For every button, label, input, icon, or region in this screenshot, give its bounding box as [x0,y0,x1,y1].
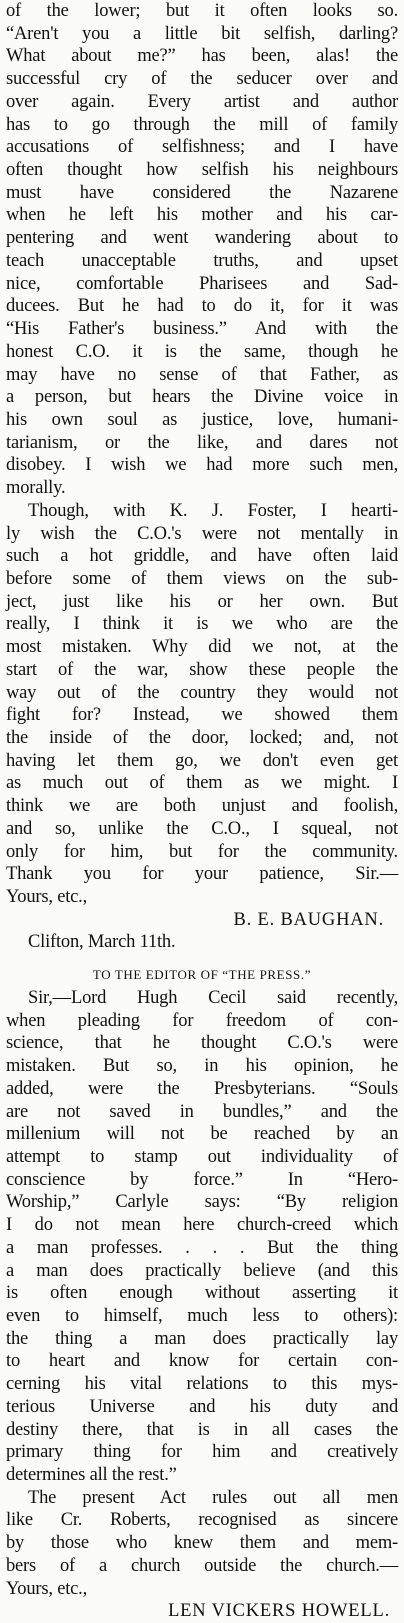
paragraph-line: ject, just like his or her own. But [6,591,398,612]
paragraph-line: must have considered the Nazarene [6,182,398,203]
paragraph-line: think we are both unjust and foolish, [6,796,398,817]
paragraph-line: way out of the country they would not [6,682,398,703]
paragraph-line: primary thing for him and creatively [6,1442,398,1463]
paragraph-line: added, were the Presbyterians. “Souls [6,1078,398,1099]
letter-heading: TO THE EDITOR OF “THE PRESS.” [92,967,312,983]
paragraph-line: disobey. I wish we had more such men, [6,455,398,476]
paragraph-line: a man professes. . . . But the thing [6,1237,398,1258]
paragraph-line: by those who knew them and mem- [6,1533,398,1554]
paragraph-line: science, that he thought C.O.'s were [6,1033,398,1054]
paragraph-line: determines all the rest.” [6,1465,177,1485]
paragraph-line: start of the war, show these people the [6,659,398,680]
paragraph-line: The present Act rules out all men [28,1487,398,1508]
spacer [6,954,398,964]
paragraph-line: a man does practically believe (and this [6,1260,398,1281]
paragraph-line: ducees. But he had to do it, for it was [6,296,398,317]
paragraph-line: honest C.O. it is the same, though he [6,341,398,362]
paragraph-line: over again. Every artist and author [6,91,398,112]
paragraph-line: to heart and know for certain con- [6,1351,398,1372]
paragraph-line: millenium will not be reached by an [6,1124,398,1145]
paragraph-line: mistaken. But so, in his opinion, he [6,1056,398,1077]
paragraph-line: cerning his vital relations to this mys- [6,1374,398,1395]
paragraph-line: I do not mean here church-creed which [6,1215,398,1236]
paragraph-line: when pleading for freedom of con- [6,1010,398,1031]
paragraph-line: often thought how selfish his neighbours [6,160,398,181]
paragraph-line: really, I think it is we who are the [6,614,398,635]
paragraph-line: ly wish the C.O.'s were not mentally in [6,523,398,544]
paragraph-line: as much out of them as we might. I [6,773,398,794]
paragraph-line: the inside of the door, locked; and, not [6,728,398,748]
paragraph-line: tarianism, or the like, and dares not [6,432,398,453]
paragraph-line: successful cry of the seducer over and [6,69,398,90]
paragraph-line: has to go through the mill of family [6,114,398,135]
paragraph-line: Yours, etc., [6,1578,88,1599]
paragraph-line: Thank you for your patience, Sir.— [6,864,398,885]
paragraph-line: even to himself, much less to others): [6,1305,398,1326]
paragraph-line: destiny there, that is in all cases the [6,1419,398,1440]
paragraph-line: and so, unlike the C.O., I squeal, not [6,818,398,839]
paragraph-line: when he left his mother and his car- [6,205,398,226]
paragraph-line: Yours, etc., [6,887,88,908]
paragraph-line: may have no sense of that Father, as [6,364,398,385]
paragraph-line: most mistaken. Why did we not, at the [6,637,398,658]
paragraph-line: his own soul as justice, love, humani- [6,409,398,430]
paragraph-line: fight for? Instead, we showed them [6,705,398,726]
paragraph-line: having let them go, we don't even get [6,750,398,771]
paragraph-line: only for him, but for the community. [6,841,398,862]
paragraph-line: “His Father's business.” And with the [6,319,398,340]
signature: B. E. BAUGHAN. [233,909,384,930]
place-date: Clifton, March 11th. [28,932,176,953]
paragraph-line: such a hot griddle, and have often laid [6,546,398,567]
paragraph-line: accusations of selfishness; and I have [6,137,398,158]
paragraph-line: What about me?” has been, alas! the [6,46,398,67]
paragraph-line: morally. [6,478,66,499]
paragraph-line: pentering and went wandering about to [6,228,398,249]
paragraph-line: the thing a man does practically lay [6,1328,398,1349]
paragraph-line: conscience by force.” In “Hero- [6,1169,398,1190]
signature: LEN VICKERS HOWELL. [168,1601,390,1622]
paragraph-line: a person, but hears the Divine voice in [6,387,398,408]
paragraph-line: teach unacceptable truths, and upset [6,250,398,271]
paragraph-line: Sir,—Lord Hugh Cecil said recently, [28,987,398,1008]
paragraph-line: bers of a church outside the church.— [6,1555,398,1576]
paragraph-line: before some of them views on the sub- [6,568,398,589]
paragraph-line: of the lower; but it often looks so. [6,1,398,21]
paragraph-line: is often enough without asserting it [6,1283,398,1304]
paragraph-line: Though, with K. J. Foster, I hearti- [28,500,398,521]
paragraph-line: terious Universe and his duty and [6,1396,398,1417]
paragraph-line: Worship,” Carlyle says: “By religion [6,1192,398,1213]
paragraph-line: are not saved in bundles,” and the [6,1101,398,1122]
newspaper-column [6,0,398,1623]
paragraph-line: nice, comfortable Pharisees and Sad- [6,273,398,294]
paragraph-line: attempt to stamp out individuality of [6,1146,398,1167]
paragraph-line: like Cr. Roberts, recognised as sincere [6,1510,398,1531]
paragraph-line: “Aren't you a little bit selfish, darling? [6,23,398,44]
